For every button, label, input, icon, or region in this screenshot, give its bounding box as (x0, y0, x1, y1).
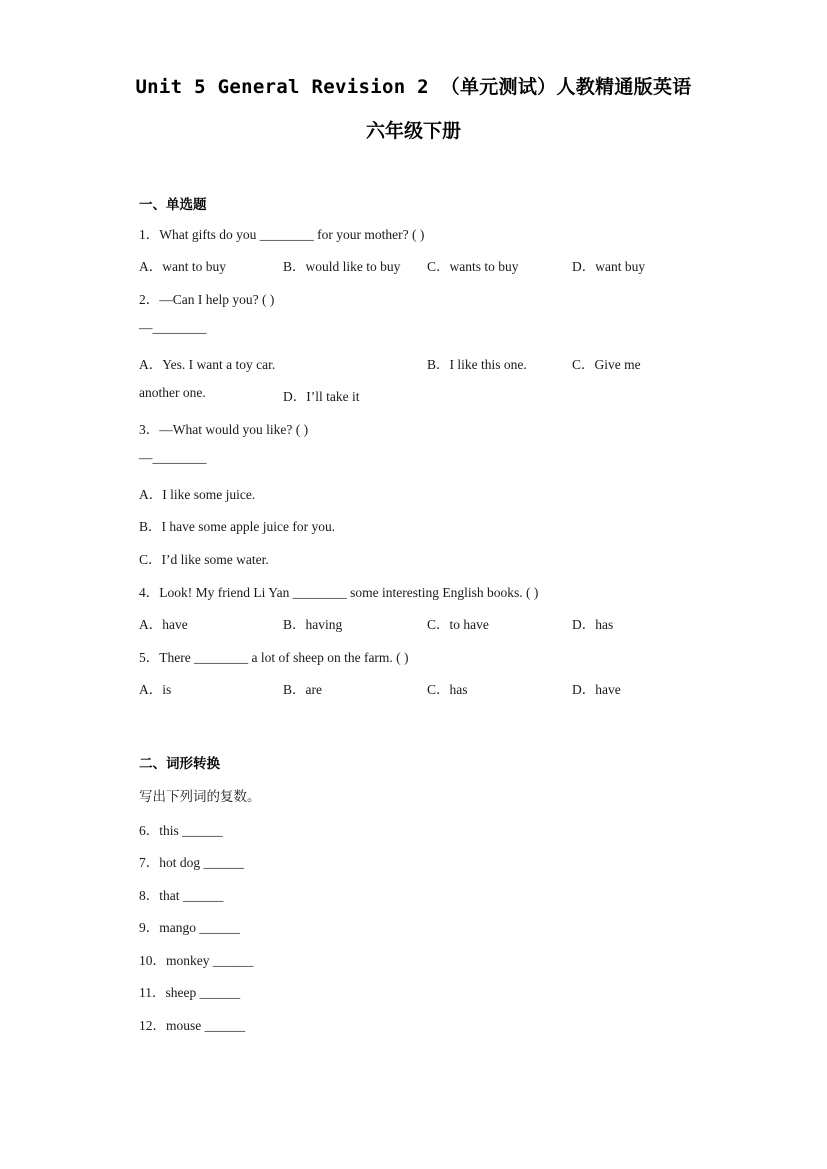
exercise-item: 9．mango ______ (139, 920, 240, 935)
option-d: D．have (572, 682, 621, 697)
exercise-item: 11．sheep ______ (139, 985, 241, 1000)
exercise-item: 7．hot dog ______ (139, 855, 245, 870)
question-stem: 3．—What would you like? ( ) (139, 422, 309, 437)
option-a: A．Yes. I want a toy car. (139, 357, 276, 372)
option-d: D．has (572, 617, 614, 632)
section-heading: 二、词形转换 (139, 756, 220, 772)
exercise-item: 10．monkey ______ (139, 953, 254, 968)
question-stem: 1．What gifts do you ________ for your mother? ( ) (139, 227, 425, 242)
option-a: A．is (139, 682, 172, 697)
option-b: B．having (283, 617, 343, 632)
exercise-item: 8．that ______ (139, 888, 224, 903)
question-stem: 5．There ________ a lot of sheep on the farm. ( ) (139, 650, 409, 665)
answer-blank: —________ (139, 450, 207, 465)
section-heading: 一、单选题 (139, 197, 207, 213)
option-a: A．have (139, 617, 188, 632)
option-d: D．I’ll take it (283, 389, 360, 404)
option-a: A．I like some juice. (139, 487, 256, 502)
option-c: C．has (427, 682, 468, 697)
option-c-continued: another one. (139, 385, 206, 400)
option-b: B．I like this one. (427, 357, 527, 372)
question-stem: 2．—Can I help you? ( ) (139, 292, 275, 307)
option-d: D．want buy (572, 259, 646, 274)
option-b: B．I have some apple juice for you. (139, 519, 336, 534)
option-c: C．I’d like some water. (139, 552, 269, 567)
page-title: Unit 5 General Revision 2 （单元测试）人教精通版英语 (135, 76, 692, 98)
option-b: B．would like to buy (283, 259, 401, 274)
exercise-item: 6．this ______ (139, 823, 223, 838)
option-a: A．want to buy (139, 259, 226, 274)
option-c: C．Give me (572, 357, 641, 372)
exercise-item: 12．mouse ______ (139, 1018, 246, 1033)
option-c: C．wants to buy (427, 259, 519, 274)
option-c: C．to have (427, 617, 489, 632)
question-stem: 4．Look! My friend Li Yan ________ some interesting English books. ( ) (139, 585, 539, 600)
answer-blank: —________ (139, 320, 207, 335)
page-subtitle: 六年级下册 (365, 120, 461, 142)
section-instruction: 写出下列词的复数。 (139, 789, 261, 805)
option-b: B．are (283, 682, 322, 697)
